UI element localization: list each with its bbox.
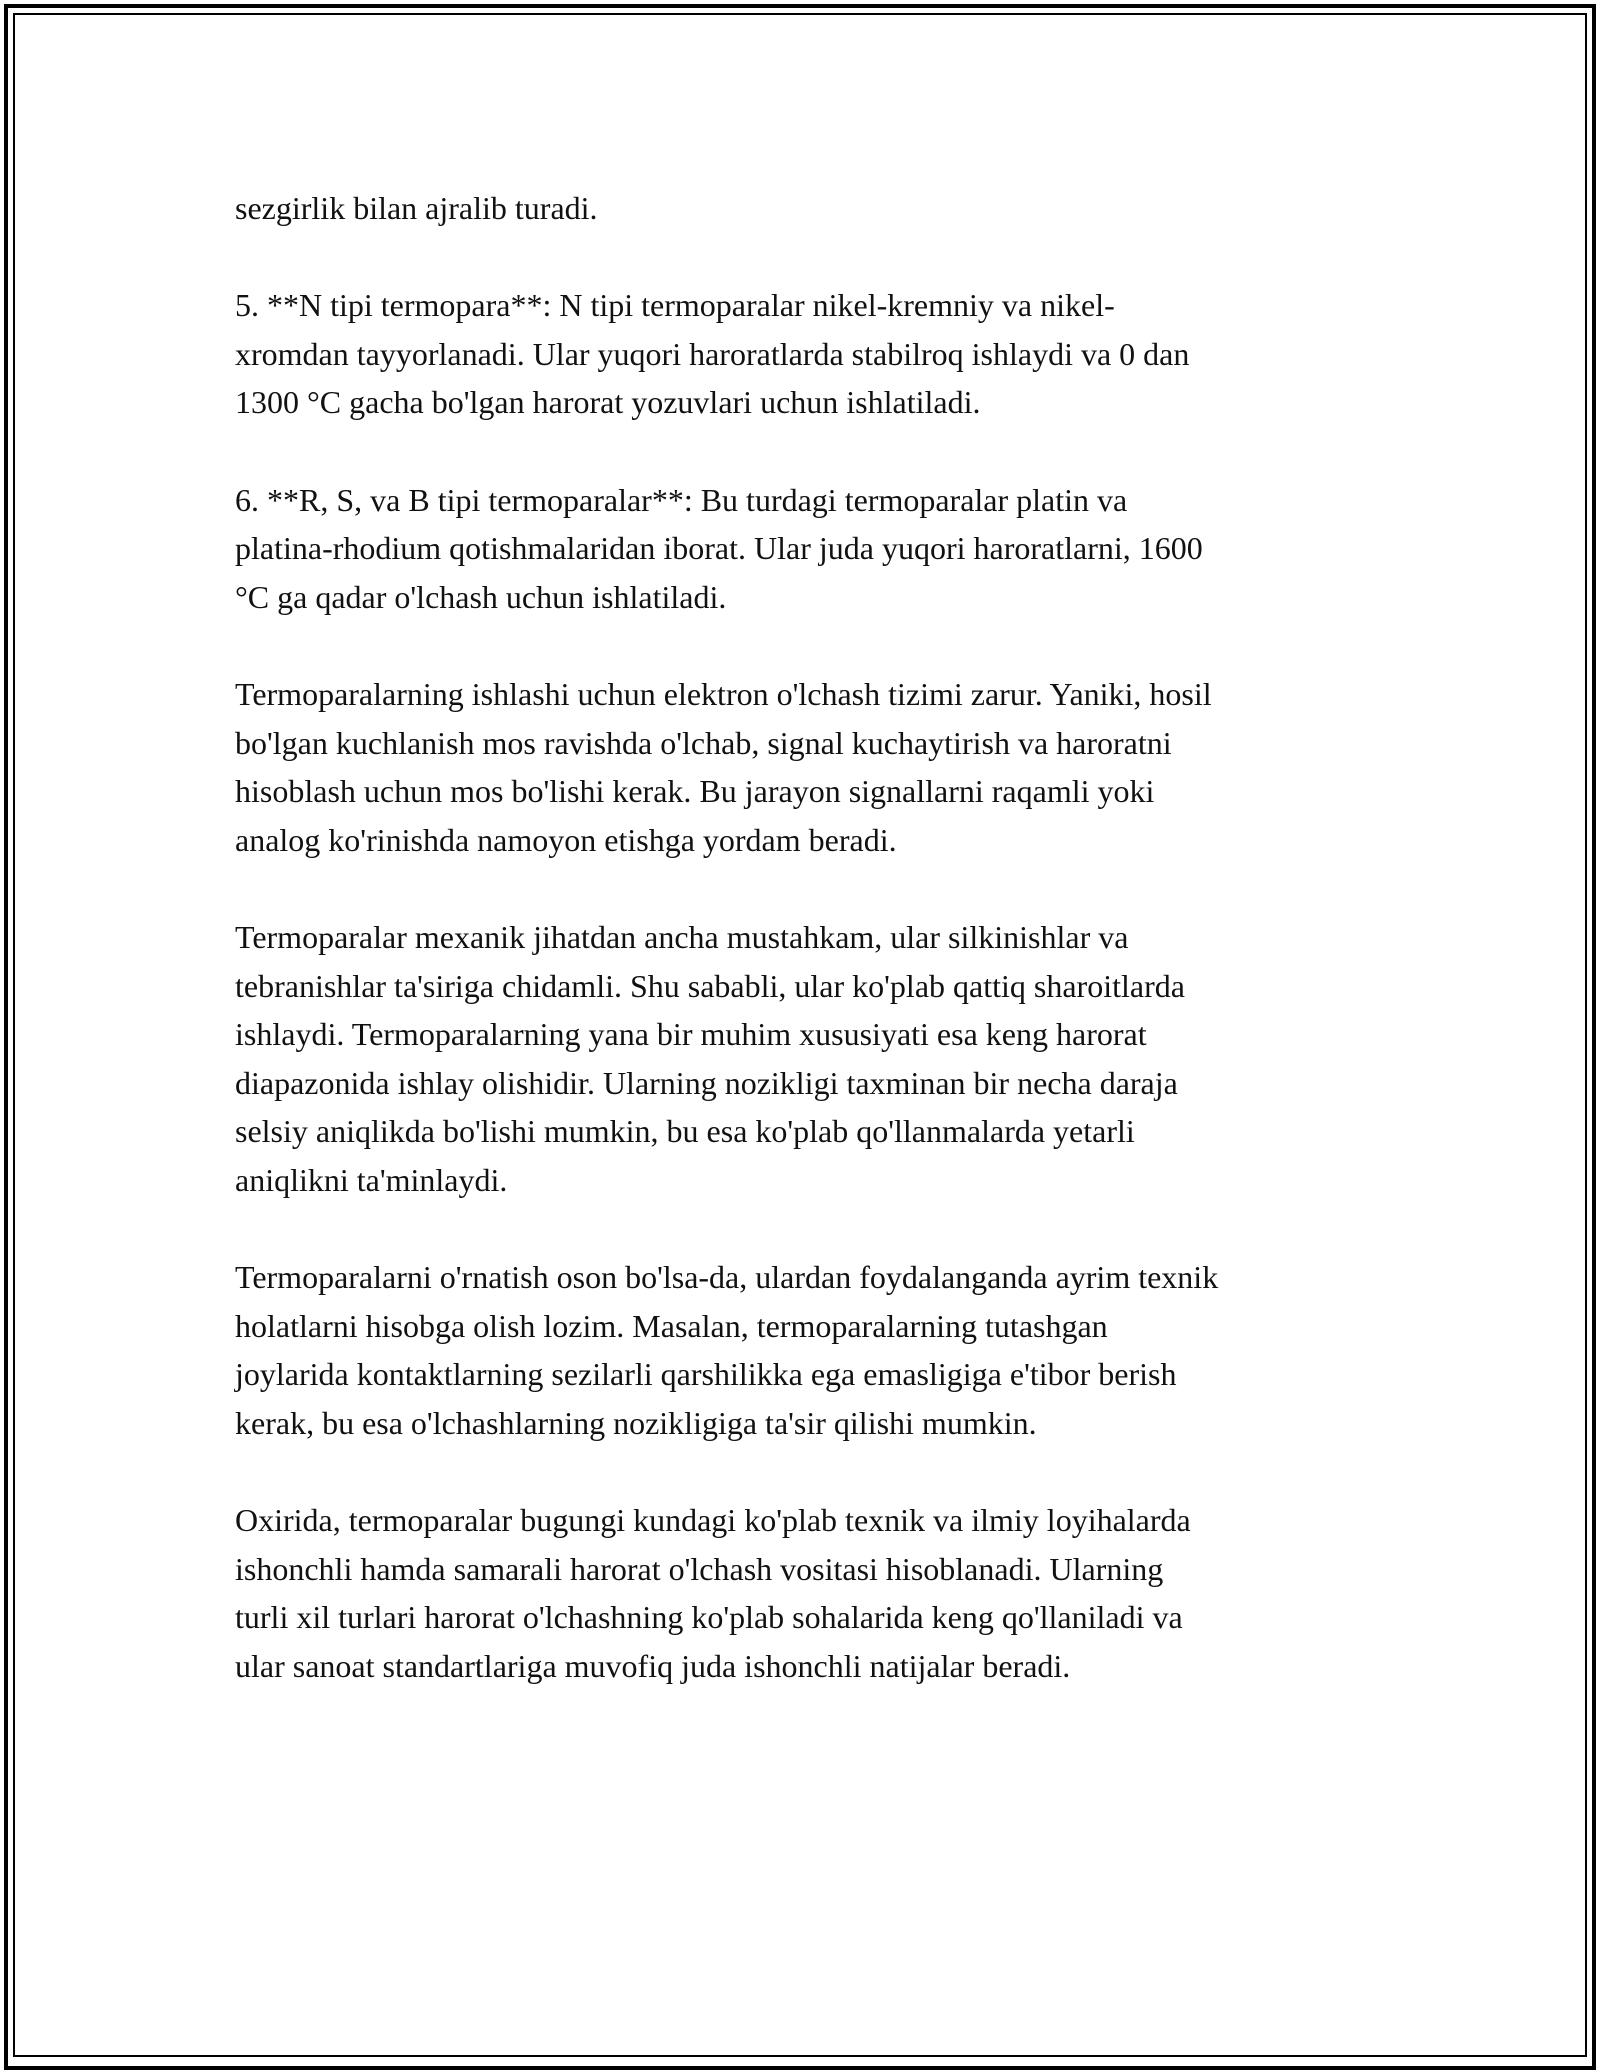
text-line: Termoparalar mexanik jihatdan ancha mustahkam, ular silkinishlar va <box>235 918 1129 955</box>
text-line: selsiy aniqlikda bo'lishi mumkin, bu esa ko'plab qo'llanmalarda yetarli <box>235 1113 1135 1150</box>
text-line: hisoblash uchun mos bo'lishi kerak. Bu jarayon signallarni raqamli yoki <box>235 773 1155 810</box>
text-line: Termoparalarni o'rnatish oson bo'lsa-da, ulardan foydalanganda ayrim texnik <box>235 1259 1219 1296</box>
text-line: kerak, bu esa o'lchashlarning nozikligiga ta'sir qilishi mumkin. <box>235 1404 1037 1441</box>
text-line: joylarida kontaktlarning sezilarli qarshilikka ega emasligiga e'tibor berish <box>235 1356 1177 1393</box>
text-line: aniqlikni ta'minlaydi. <box>235 1161 508 1198</box>
paragraph-continuation <box>235 184 1370 233</box>
paragraph-measurement-system <box>235 670 1370 864</box>
text-line: analog ko'rinishda namoyon etishga yordam beradi. <box>235 821 897 858</box>
text-line: 1300 °C gacha bo'lgan harorat yozuvlari uchun ishlatiladi. <box>235 384 981 421</box>
text-line: platina-rhodium qotishmalaridan iborat. Ular juda yuqori haroratlarni, 1600 <box>235 530 1203 567</box>
text-line: xromdan tayyorlanadi. Ular yuqori haroratlarda stabilroq ishlaydi va 0 dan <box>235 335 1190 372</box>
text-line: 6. **R, S, va B tipi termoparalar**: Bu turdagi termoparalar platin va <box>235 481 1128 518</box>
text-line: ular sanoat standartlariga muvofiq juda ishonchli natijalar beradi. <box>235 1647 1071 1684</box>
text-line: sezgirlik bilan ajralib turadi. <box>235 190 598 226</box>
text-line: Oxirida, termoparalar bugungi kundagi ko'plab texnik va ilmiy loyihalarda <box>235 1502 1191 1539</box>
text-line: ishonchli hamda samarali harorat o'lchash vositasi hisoblanadi. Ularning <box>235 1550 1164 1587</box>
paragraph-mechanical-durability <box>235 913 1370 1205</box>
text-line: diapazonida ishlay olishidir. Ularning nozikligi taxminan bir necha daraja <box>235 1064 1178 1101</box>
paragraph-n-type-thermocouple <box>235 281 1370 427</box>
text-line: turli xil turlari harorat o'lchashning ko'plab sohalarida keng qo'llaniladi va <box>235 1599 1183 1636</box>
text-line: bo'lgan kuchlanish mos ravishda o'lchab, signal kuchaytirish va haroratni <box>235 724 1172 761</box>
paragraph-rsb-type-thermocouples <box>235 476 1370 622</box>
paragraph-conclusion <box>235 1496 1370 1690</box>
text-line: °C ga qadar o'lchash uchun ishlatiladi. <box>235 578 727 615</box>
text-line: 5. **N tipi termopara**: N tipi termoparalar nikel-kremniy va nikel- <box>235 287 1115 324</box>
text-line: Termoparalarning ishlashi uchun elektron o'lchash tizimi zarur. Yaniki, hosil <box>235 675 1212 712</box>
document-body <box>235 184 1370 1739</box>
text-line: ishlaydi. Termoparalarning yana bir muhim xususiyati esa keng harorat <box>235 1016 1147 1053</box>
paragraph-installation <box>235 1253 1370 1447</box>
text-line: holatlarni hisobga olish lozim. Masalan, termoparalarning tutashgan <box>235 1307 1108 1344</box>
text-line: tebranishlar ta'siriga chidamli. Shu sababli, ular ko'plab qattiq sharoitlarda <box>235 967 1185 1004</box>
